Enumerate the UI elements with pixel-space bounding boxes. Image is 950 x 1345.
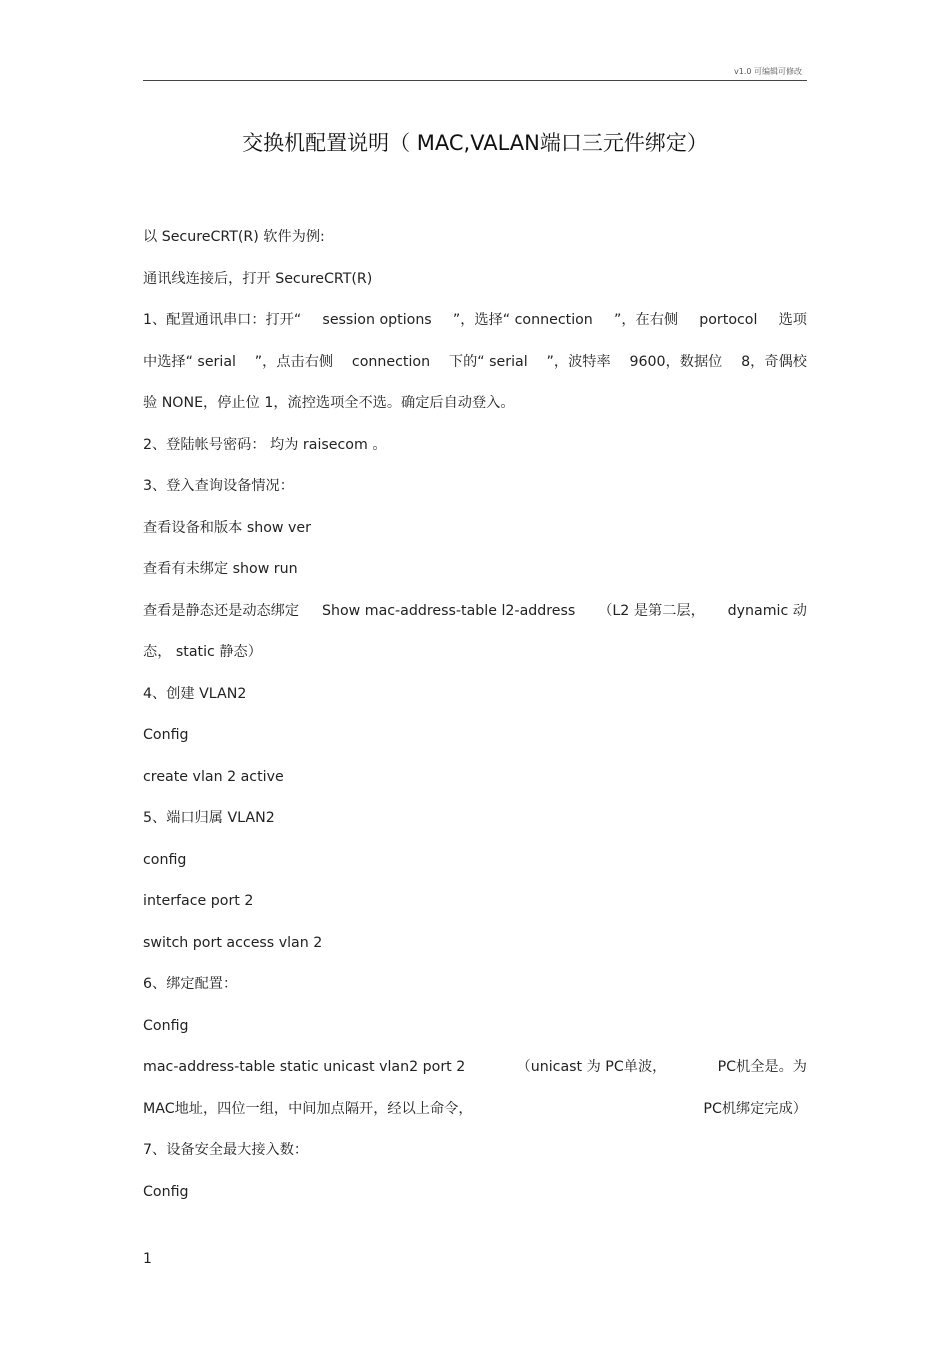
- text-line: 7、设备安全最大接入数：: [143, 1142, 309, 1158]
- text-segment: connection: [351, 353, 431, 370]
- page-number: 1: [143, 1251, 152, 1267]
- document-body: [143, 228, 807, 1224]
- text-line: 以 SecureCRT(R) 软件为例:: [143, 229, 325, 245]
- text-line: switch port access vlan 2: [143, 934, 323, 951]
- text-line: 3、登入查询设备情况：: [143, 478, 294, 494]
- document-title: 交换机配置说明（ MAC,VALAN端口三元件绑定）: [242, 131, 708, 155]
- text-segment: （L2 是第二层，: [598, 602, 705, 619]
- header-divider: [143, 80, 807, 81]
- text-line: [143, 1100, 807, 1142]
- text-line: [143, 602, 807, 644]
- text-segment: dynamic 动: [727, 602, 807, 619]
- text-line: 验 NONE，停止位 1，流控选项全不选。确定后自动登入。: [143, 395, 515, 411]
- text-line: Config: [143, 1183, 189, 1200]
- version-tag: v1.0 可编辑可修改: [734, 67, 802, 76]
- text-line: Config: [143, 1017, 189, 1034]
- text-segment: （unicast 为 PC单波，: [516, 1059, 667, 1075]
- text-segment: ”，选择“ connection: [452, 312, 593, 328]
- text-segment: PC机全是。为: [717, 1059, 807, 1075]
- text-line: config: [143, 851, 187, 868]
- text-segment: 查看是静态还是动态绑定: [143, 602, 300, 619]
- text-line: 通讯线连接后，打开 SecureCRT(R): [143, 270, 373, 287]
- text-segment: 选项: [778, 312, 807, 328]
- text-segment: ”，点击右侧: [254, 353, 334, 370]
- text-segment: PC机绑定完成）: [703, 1100, 807, 1117]
- text-line: 4、创建 VLAN2: [143, 685, 247, 702]
- text-segment: 下的“ serial: [448, 353, 528, 370]
- text-line: 查看有未绑定 show run: [143, 561, 298, 577]
- text-line: 2、登陆帐号密码： 均为 raisecom 。: [143, 436, 387, 453]
- text-line: Config: [143, 727, 189, 743]
- text-segment: portocol: [699, 312, 758, 328]
- text-segment: ”，波特率: [546, 353, 611, 370]
- text-segment: 1、配置通讯串口：打开“: [143, 312, 302, 328]
- text-segment: session options: [322, 312, 432, 328]
- text-line: create vlan 2 active: [143, 768, 284, 785]
- text-segment: mac-address-table static unicast vlan2 port 2: [143, 1059, 466, 1075]
- text-segment: ”，在右侧: [613, 312, 679, 328]
- text-segment: Show mac-address-table l2-address: [321, 602, 576, 619]
- text-segment: 中选择“ serial: [143, 353, 236, 370]
- text-line: 查看设备和版本 show ver: [143, 519, 311, 536]
- text-line: 态， static 静态）: [143, 644, 262, 660]
- text-line: [143, 1058, 807, 1100]
- text-segment: 8，奇偶校: [741, 353, 807, 370]
- text-line: 6、绑定配置：: [143, 976, 238, 992]
- text-segment: MAC地址，四位一组，中间加点隔开，经以上命令，: [143, 1100, 473, 1117]
- text-line: [143, 311, 807, 353]
- text-segment: 9600，数据位: [629, 353, 723, 370]
- text-line: [143, 353, 807, 395]
- text-line: 5、端口归属 VLAN2: [143, 810, 275, 826]
- text-line: interface port 2: [143, 893, 254, 909]
